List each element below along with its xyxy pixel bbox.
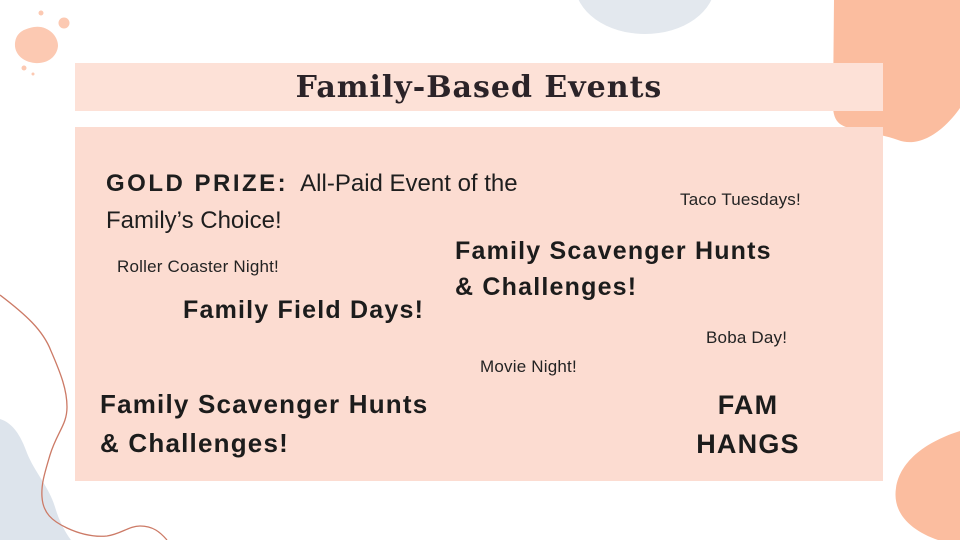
scavenger-left-line2: & Challenges! <box>100 428 289 458</box>
scavenger-left-line1: Family Scavenger Hunts <box>100 389 429 419</box>
event-family-field-days: Family Field Days! <box>183 296 425 324</box>
event-gold-prize <box>106 165 576 239</box>
gold-prize-label: GOLD PRIZE: <box>106 170 289 197</box>
event-fam-hangs <box>686 386 810 464</box>
event-movie-night: Movie Night! <box>480 357 577 376</box>
scavenger-right-line1: Family Scavenger Hunts <box>455 237 772 265</box>
dot-top-left-large <box>59 18 70 29</box>
ellipse-top-right <box>575 0 715 34</box>
gold-prize-text-line1: All-Paid Event of the <box>300 170 518 197</box>
blob-bottom-right <box>895 431 960 540</box>
event-scavenger-hunts-left <box>100 385 428 463</box>
dot-top-left-small-1 <box>39 11 44 16</box>
scavenger-right-line2: & Challenges! <box>455 273 638 301</box>
dot-top-left-small-3 <box>32 73 35 76</box>
gold-prize-text-line2: Family’s Choice! <box>106 207 282 234</box>
blob-top-left <box>15 27 58 63</box>
event-scavenger-hunts-right <box>455 233 772 305</box>
blob-bottom-left <box>0 419 71 540</box>
dot-top-left-small-2 <box>22 66 27 71</box>
event-roller-coaster-night: Roller Coaster Night! <box>117 257 279 276</box>
fam-hangs-line1: FAM <box>717 390 779 420</box>
fam-hangs-line2: HANGS <box>696 429 800 459</box>
event-boba-day: Boba Day! <box>706 328 788 347</box>
slide-title: Family-Based Events <box>295 69 663 105</box>
event-taco-tuesdays: Taco Tuesdays! <box>680 190 801 209</box>
title-banner <box>75 63 883 111</box>
